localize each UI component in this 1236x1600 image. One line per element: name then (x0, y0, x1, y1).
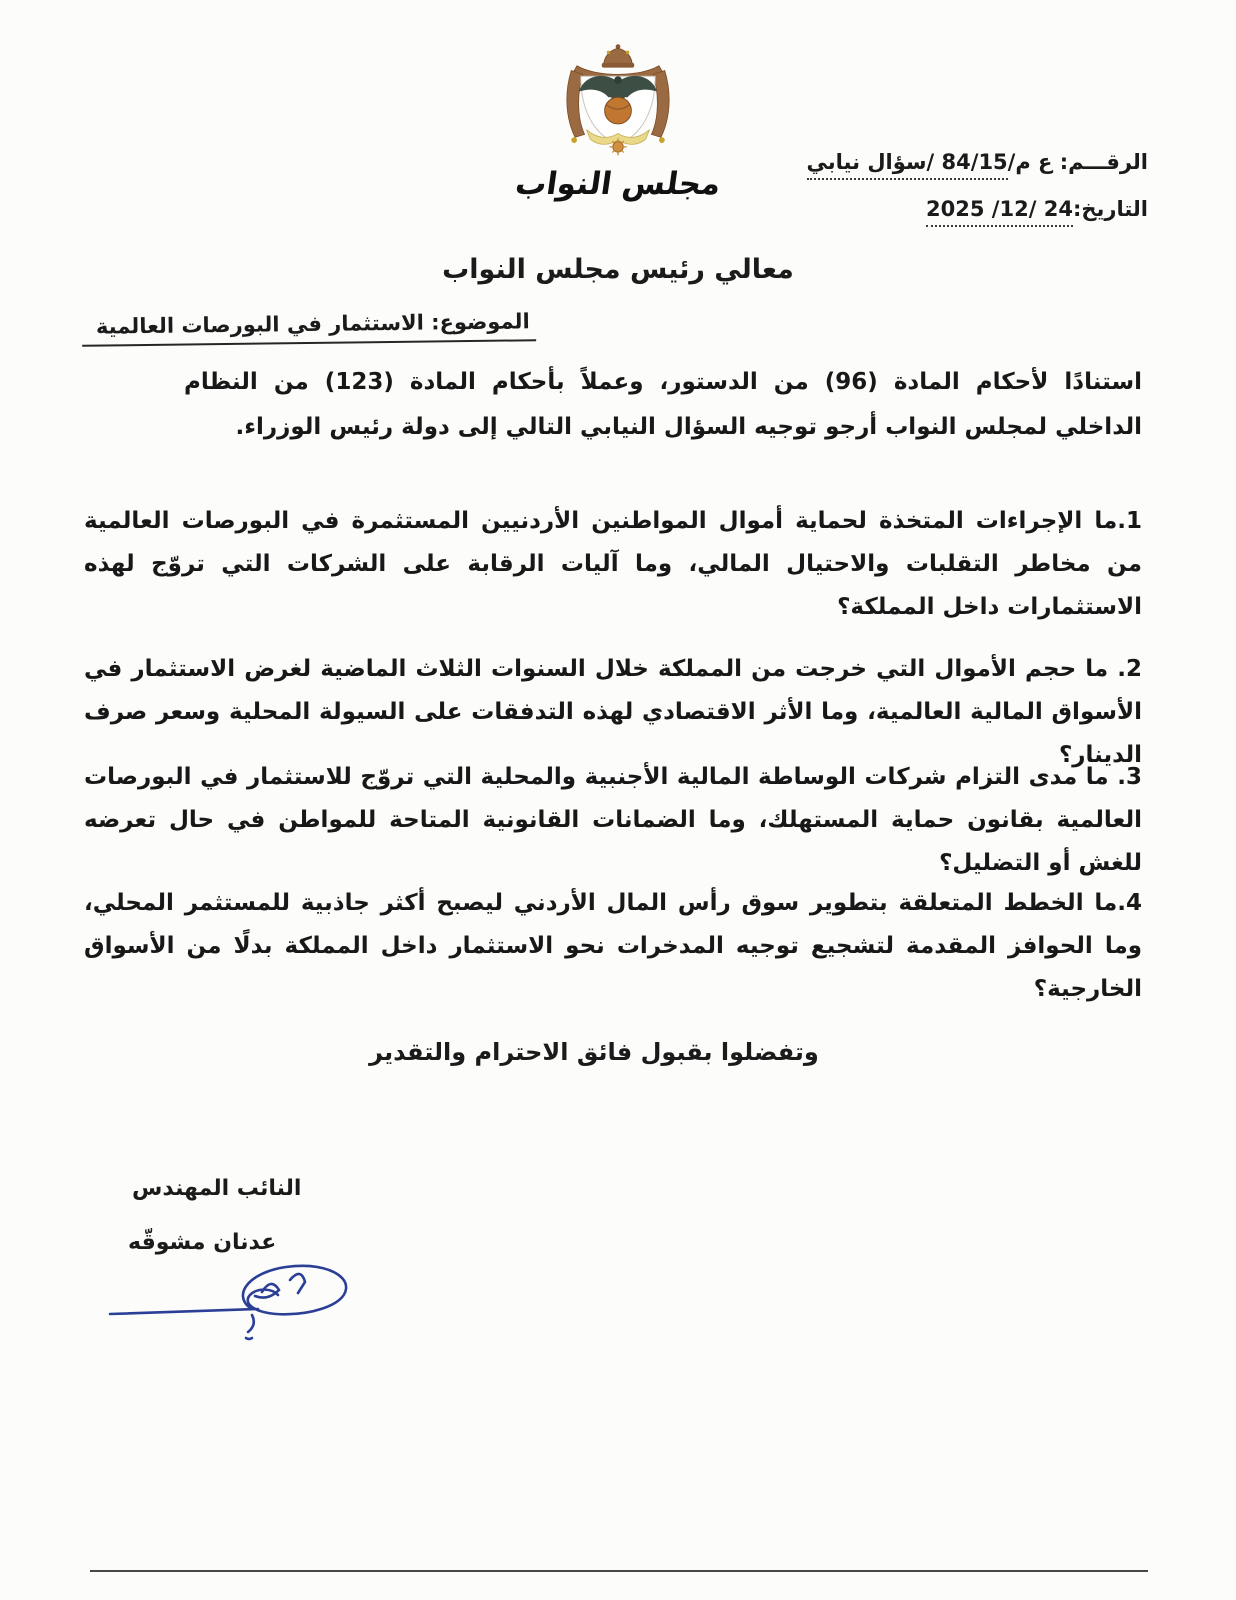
question-paragraph-4: 4.ما الخطط المتعلقة بتطوير سوق رأس المال الأردني ليصبح أكثر جاذبية للمستثمر المحلي، وما الحوافز المقدمة لتشجيع توجيه المدخرات نحو الاستثمار داخل المملكة بدلًا من الأسواق الخارجية؟ (84, 890, 1142, 1002)
parliament-calligraphy: مجلس النواب (513, 166, 723, 202)
question-paragraph-1: 1.ما الإجراءات المتخذة لحماية أموال المواطنين الأردنيين المستثمرة في البورصات العالمية من مخاطر التقلبات والاحتيال المالي، وما آليات الرقابة على الشركات التي تروّج لهذه الاستثمارات داخل المملكة؟ (84, 508, 1142, 620)
jordan-coat-of-arms-icon (533, 40, 703, 164)
date-label: التاريخ: (1072, 197, 1148, 222)
date-line (807, 197, 1148, 222)
footer-rule (90, 1570, 1148, 1572)
letterhead (508, 40, 728, 202)
reference-number-label: الرقـــم: ع م/ (1007, 150, 1148, 174)
date-value: 24 /12/ 2025 (926, 197, 1073, 227)
reference-number-value: 84/15 /سؤال نيابي (807, 150, 1008, 180)
handwritten-signature-icon (100, 1252, 370, 1342)
question-paragraph-3: 3. ما مدى التزام شركات الوساطة المالية الأجنبية والمحلية التي تروّج للاستثمار في البورصات العالمية بقانون حماية المستهلك، وما الضمانات القانونية المتاحة للمواطن في حال تعرضه للغش أو التضليل؟ (84, 764, 1142, 876)
reference-block (807, 150, 1148, 244)
subject-line: الموضوع: الاستثمار في البورصات العالمية (82, 309, 536, 347)
signer-name: عدنان مشوقّه (128, 1230, 277, 1255)
question-paragraph-2: 2. ما حجم الأموال التي خرجت من المملكة خلال السنوات الثلاث الماضية لغرض الاستثمار في الأسواق المالية العالمية، وما الأثر الاقتصادي لهذه التدفقات على السيولة المحلية وسعر صرف الدينار؟ (84, 656, 1142, 768)
closing-line: وتفضلوا بقبول فائق الاحترام والتقدير (369, 1038, 819, 1066)
reference-number-line (807, 150, 1148, 175)
signature-scribble (100, 1252, 370, 1342)
salutation-title: معالي رئيس مجلس النواب (442, 254, 794, 285)
signer-title: النائب المهندس (132, 1176, 302, 1201)
opening-paragraph: استنادًا لأحكام المادة (96) من الدستور، وعملاً بأحكام المادة (123) من النظام الداخلي لمجلس النواب أرجو توجيه السؤال النيابي التالي إلى دولة رئيس الوزراء. (184, 369, 1143, 440)
